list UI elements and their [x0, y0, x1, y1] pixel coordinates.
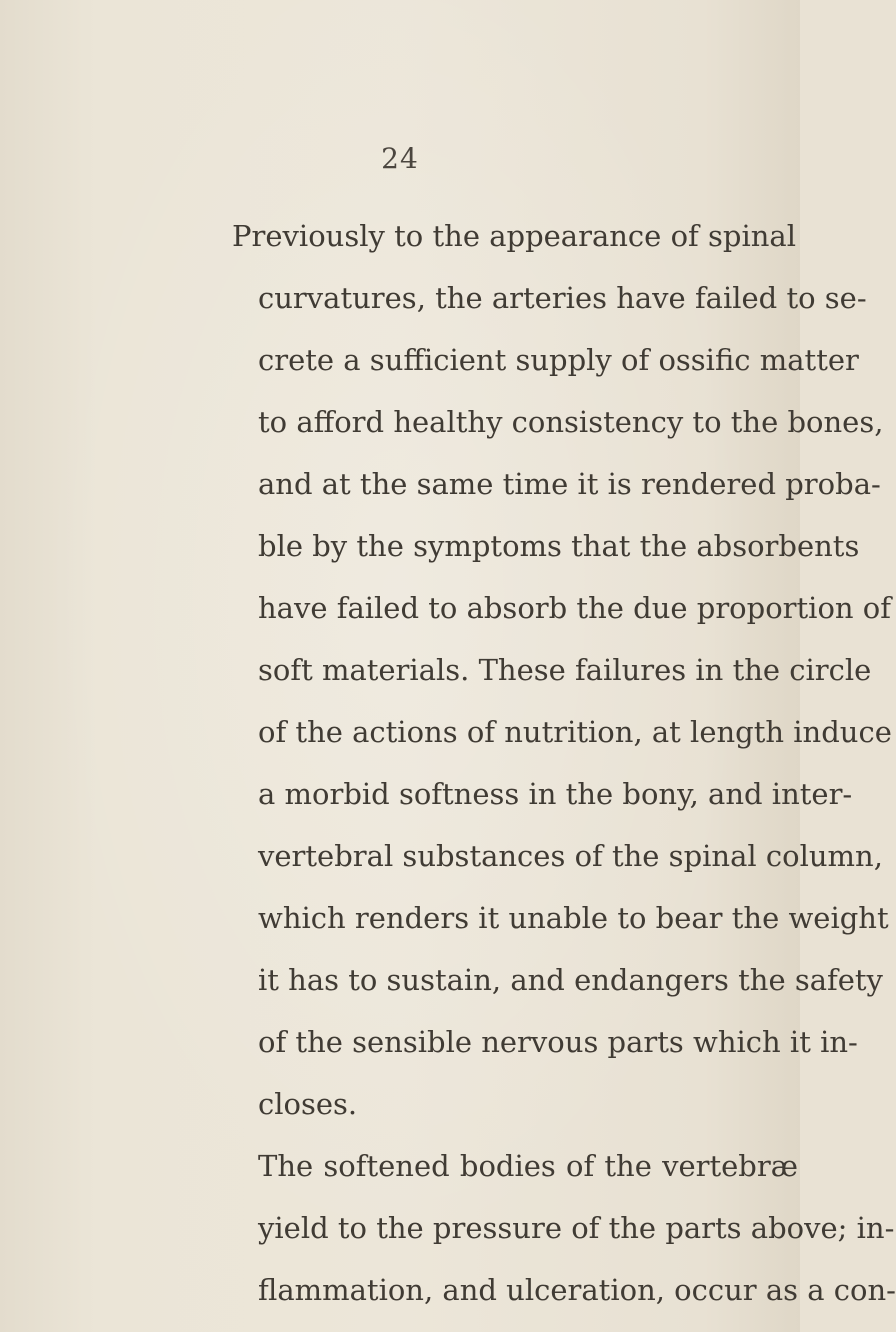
text-line: ble by the symptoms that the absorbents: [258, 529, 860, 563]
text-line: curvatures, the arteries have failed to se-: [258, 281, 867, 315]
text-line: The softened bodies of the vertebræ: [258, 1149, 798, 1183]
text-line: which renders it unable to bear the weight: [258, 901, 889, 935]
text-line: a morbid softness in the bony, and inter-: [258, 777, 853, 811]
text-line: flammation, and ulceration, occur as a con-: [258, 1273, 896, 1307]
text-line: of the sensible nervous parts which it in-: [258, 1025, 858, 1059]
text-line: Previously to the appearance of spinal: [232, 219, 796, 253]
text-line: it has to sustain, and endangers the safety: [258, 963, 883, 997]
text-line: yield to the pressure of the parts above; in-: [258, 1211, 895, 1245]
text-line: and at the same time it is rendered proba-: [258, 467, 881, 501]
text-line: closes.: [258, 1087, 358, 1121]
text-line: soft materials. These failures in the circle: [258, 653, 872, 687]
page-number: 24: [381, 142, 419, 175]
text-line: to afford healthy consistency to the bones,: [258, 405, 884, 439]
text-line: of the actions of nutrition, at length induce: [258, 715, 892, 749]
text-line: crete a sufficient supply of ossific matter: [258, 343, 859, 377]
text-line: have failed to absorb the due proportion of: [258, 591, 892, 625]
text-line: vertebral substances of the spinal column,: [258, 839, 883, 873]
